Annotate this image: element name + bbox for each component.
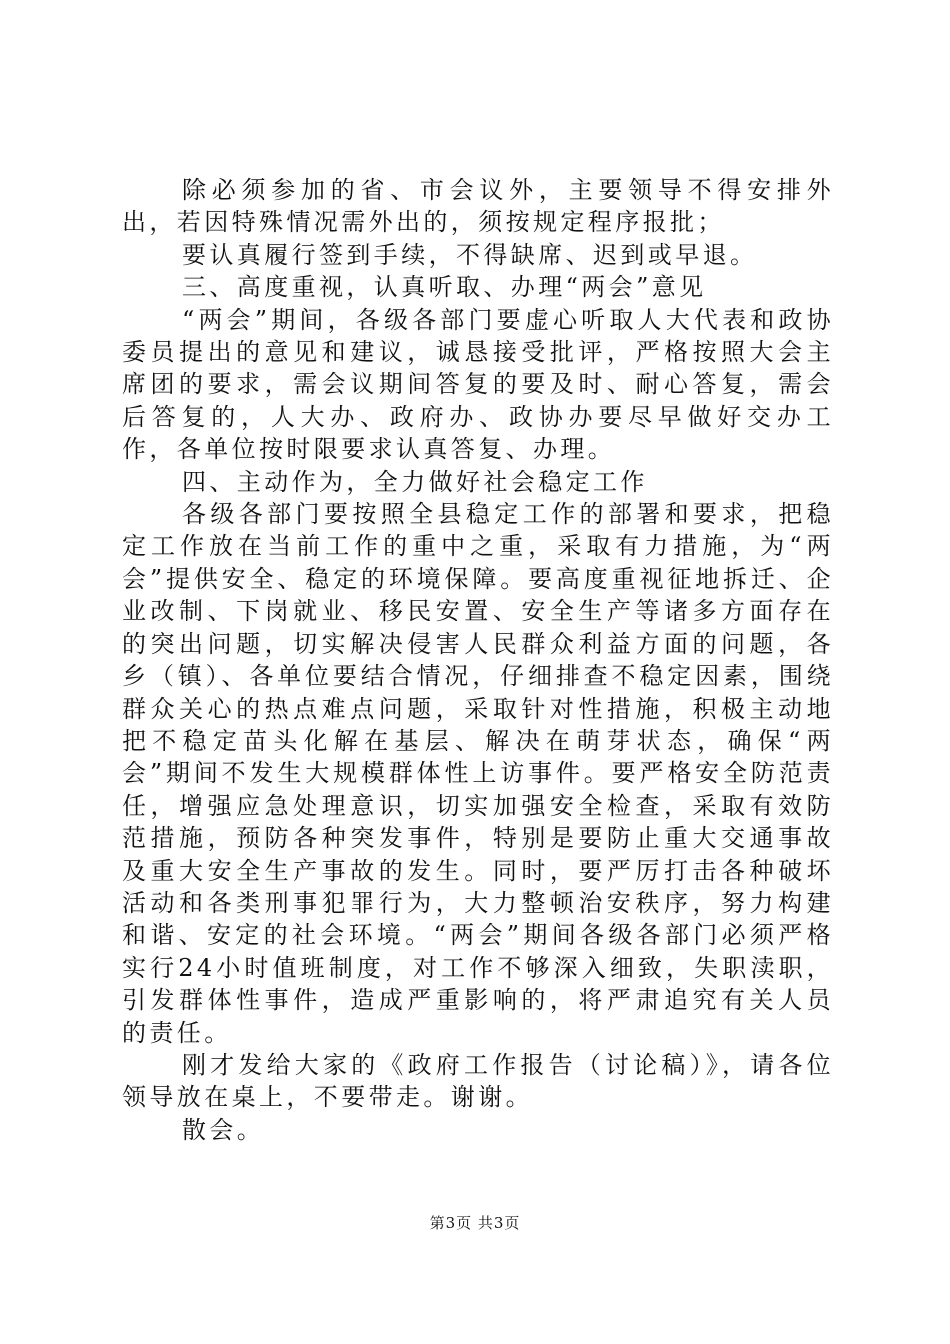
page-number-footer: 第3页 共3页 (429, 1214, 521, 1232)
paragraph-meeting-attendance: 除必须参加的省、市会议外，主要领导不得安排外出，若因特殊情况需外出的，须按规定程序报批； (122, 176, 834, 237)
document-body (122, 174, 834, 1146)
paragraph-sign-in: 要认真履行签到手续，不得缺席、迟到或早退。 (182, 240, 758, 269)
paragraph-opinions: “两会”期间，各级各部门要虚心听取人大代表和政协委员提出的意见和建议，诚恳接受批评，严格按照大会主席团的要求，需会议期间答复的要及时、耐心答复，需会后答复的，人大办、政府办、政协办要尽早做好交办工作，各单位按时限要求认真答复、办理。 (122, 305, 834, 464)
section-heading-four: 四、主动作为，全力做好社会稳定工作 (182, 467, 648, 496)
paragraph-adjourn: 散会。 (182, 1115, 265, 1144)
paragraph-stability: 各级各部门要按照全县稳定工作的部署和要求，把稳定工作放在当前工作的重中之重，采取有力措施，为“两会”提供安全、稳定的环境保障。要高度重视征地拆迁、企业改制、下岗就业、移民安置、安全生产等诸多方面存在的突出问题，切实解决侵害人民群众利益方面的问题，各乡（镇）、各单位要结合情况，仔细排查不稳定因素，围绕群众关心的热点难点问题，采取针对性措施，积极主动地把不稳定苗头化解在基层、解决在萌芽状态，确保“两会”期间不发生大规模群体性上访事件。要严格安全防范责任，增强应急处理意识，切实加强安全检查，采取有效防范措施，预防各种突发事件，特别是要防止重大交通事故及重大安全生产事故的发生。同时，要严厉打击各种破坏活动和各类刑事犯罪行为，大力整顿治安秩序，努力构建和谐、安定的社会环境。“两会”期间各级各部门必须严格实行24小时值班制度，对工作不够深入细致，失职渎职，引发群体性事件，造成严重影响的，将严肃追究有关人员的责任。 (122, 500, 834, 1047)
section-heading-three: 三、高度重视，认真听取、办理“两会”意见 (182, 273, 707, 302)
paragraph-report-note: 刚才发给大家的《政府工作报告（讨论稿）》，请各位领导放在桌上，不要带走。谢谢。 (122, 1050, 834, 1112)
